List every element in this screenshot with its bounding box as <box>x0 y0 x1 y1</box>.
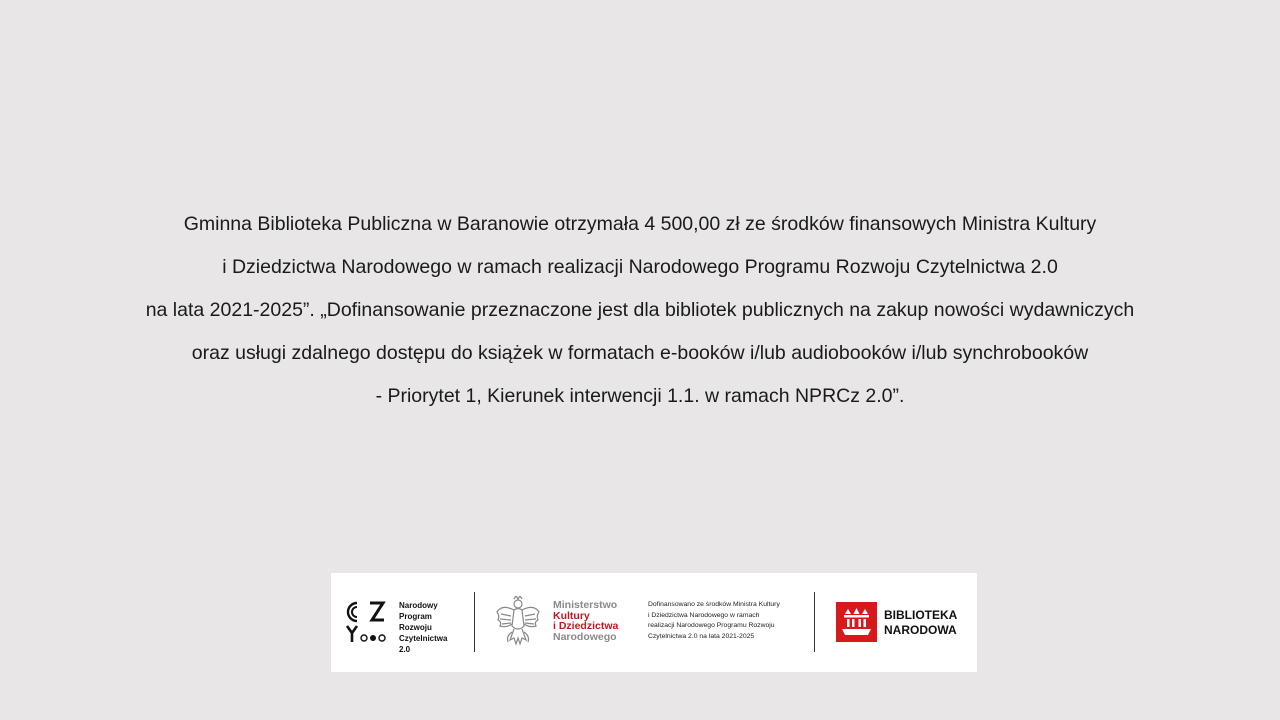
bn-line: NARODOWA <box>884 623 957 637</box>
announcement-line: na lata 2021-2025”. „Dofinansowanie przeznaczone jest dla bibliotek publicznych na zakup nowości wydawniczych <box>145 299 1135 321</box>
logo-divider <box>814 592 815 652</box>
ministry-line: Ministerstwo <box>553 599 618 611</box>
polish-eagle-icon <box>494 596 542 648</box>
funding-note-line: Dofinansowano ze środków Ministra Kultury <box>648 601 780 608</box>
nprcz-line: 2.0 <box>399 645 411 654</box>
funding-note-line: Czytelnictwa 2.0 na lata 2021-2025 <box>648 632 755 640</box>
nprcz-line: Czytelnictwa <box>399 634 448 643</box>
ministry-line-accent: i Dziedzictwa <box>553 620 619 632</box>
nprcz-line: Rozwoju <box>399 623 432 632</box>
logo-divider <box>474 592 475 652</box>
funding-note-line: i Dziedzictwa Narodowego w ramach <box>648 611 760 619</box>
ministry-logo-text <box>553 600 618 642</box>
biblioteka-narodowa-crown-icon <box>836 602 877 642</box>
sponsor-logo-strip <box>331 573 977 672</box>
nprcz-logo-text <box>399 600 447 655</box>
funding-note-line: realizacji Narodowego Programu Rozwoju <box>648 622 775 629</box>
announcement-text <box>40 206 1240 421</box>
announcement-line: Gminna Biblioteka Publiczna w Baranowie otrzymała 4 500,00 zł ze środków finansowych Ministra Kultury <box>183 213 1097 235</box>
bn-line: BIBLIOTEKA <box>884 608 958 622</box>
announcement-line: oraz usługi zdalnego dostępu do książek w formatach e-booków i/lub audiobooków i/lub synchrobooków <box>191 342 1089 364</box>
announcement-line: - Priorytet 1, Kierunek interwencji 1.1. w ramach NPRCz 2.0”. <box>375 385 905 407</box>
announcement-line: i Dziedzictwa Narodowego w ramach realizacji Narodowego Programu Rozwoju Czytelnictwa 2.0 <box>222 256 1058 278</box>
nprcz-logo-icon <box>345 600 389 646</box>
funding-note <box>648 600 780 642</box>
ministry-line-accent: Kultury <box>553 609 590 622</box>
nprcz-line: Program <box>399 612 432 621</box>
ministry-line: Narodowego <box>553 630 617 643</box>
biblioteka-narodowa-text <box>884 608 957 638</box>
nprcz-line: Narodowy <box>399 601 438 610</box>
